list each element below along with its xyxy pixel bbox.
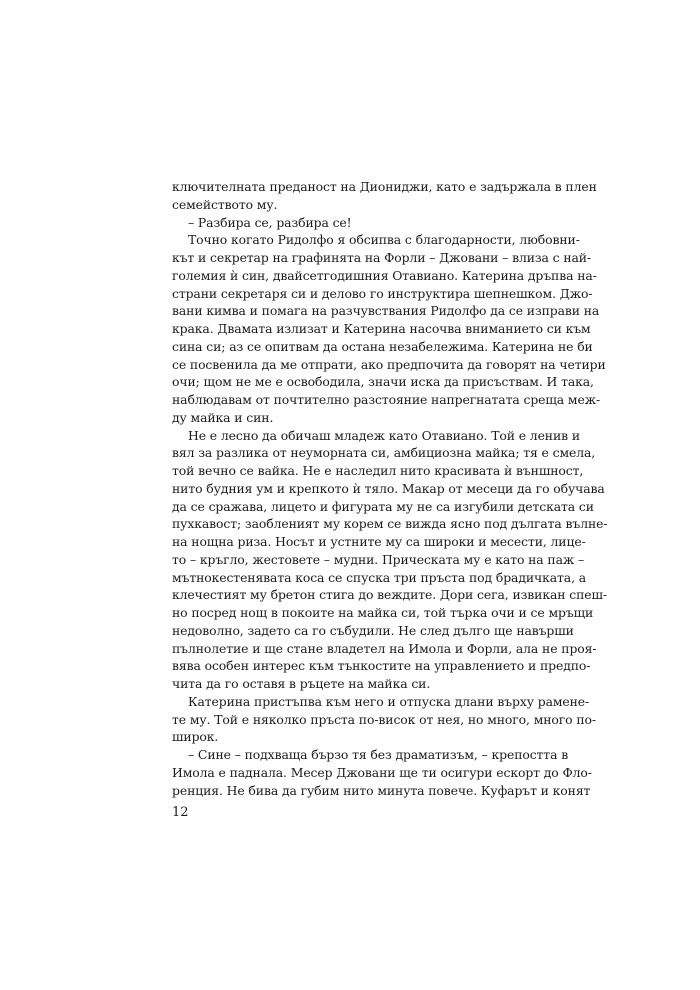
text-line: ключителната преданост на Диониджи, като е задържала в плен: [172, 179, 597, 194]
text-line: да се сражава, лицето и фигурата му не са изгубили детската си: [172, 498, 594, 514]
text-line: пухкавост; заобленият му корем се вижда ясно под дългата вълне-: [172, 516, 608, 532]
page-number: 12: [172, 805, 189, 820]
text-line: вява особен интерес към тънкостите на управлението и предпо-: [172, 658, 591, 674]
text-line: наблюдавам от почтително разстояние напрегнатата среща меж-: [172, 392, 601, 407]
text-line: нито будния ум и крепкото ѝ тяло. Макар от месеци да го обучава: [172, 480, 605, 496]
text-line: Не е лесно да обичаш младеж като Отавиано. Той е ленив и: [188, 427, 581, 443]
text-line: Катерина пристъпва към него и отпуска длани върху рамене-: [188, 693, 590, 709]
text-line: той вечно се вайка. Не е наследил нито красивата ѝ външност,: [172, 463, 584, 478]
text-line: вял за разлика от неуморната си, амбициозна майка; тя е смела,: [172, 445, 596, 461]
text-line: Точно когато Ридолфо я обсипва с благодарности, любовни-: [188, 232, 580, 248]
text-line: семейството му.: [172, 196, 278, 212]
text-line: пълнолетие и ще стане владетел на Имола и Форли, ала не проя-: [172, 640, 597, 656]
text-line: крака. Двамата излизат и Катерина насочва вниманието си към: [172, 321, 591, 336]
text-line: то – кръгло, жестовете – мудни. Прическата му е като на паж –: [172, 551, 585, 567]
text-line: на нощна риза. Носът и устните му са широки и месести, лице-: [172, 534, 586, 549]
text-line: големия ѝ син, двайсетгодишния Отавиано. Катерина дръпва на-: [172, 267, 597, 283]
body-text: [172, 178, 608, 799]
text-line: недоволно, задето са го събудили. Не след дълго ще навърши: [172, 622, 574, 638]
text-line: очи; щом не ме е освободила, значи иска да присъствам. И така,: [172, 374, 594, 390]
text-line: широк.: [172, 729, 219, 745]
text-line: кът и секретар на графинята на Форли – Джовани – влиза с най-: [172, 250, 592, 265]
text-line: но посред нощ в покоите на майка си, той търка очи и се мръщи: [172, 605, 594, 620]
text-line: вани кимва и помага на разчувствания Ридолфо да се изправи на: [172, 303, 600, 319]
text-line: – Сине – подхваща бързо тя без драматизъм, – крепостта в: [188, 747, 569, 762]
text-line: мътнокестенявата коса се спуска три пръста под брадичката, а: [172, 569, 587, 585]
text-line: страни секретаря си и делово го инструктира шепнешком. Джо-: [172, 285, 593, 301]
text-line: клечестият му бретон стига до веждите. Дори сега, извикан спеш-: [172, 587, 608, 603]
text-line: се посвенила да ме отпрати, ако предпочита да говорят на четири: [172, 356, 606, 372]
text-line: сина си; аз се опитвам да остана незабележима. Катерина не би: [172, 338, 593, 354]
text-line: те му. Той е няколко пръста по-висок от нея, но много, много по-: [172, 711, 596, 727]
text-line: Имола е паднала. Месер Джовани ще ти осигури ескорт до Фло-: [172, 764, 592, 780]
text-line: ду майка и син.: [172, 409, 274, 425]
text-line: чита да го оставя в ръцете на майка си.: [172, 676, 431, 691]
text-line: ренция. Не бива да губим нито минута повече. Куфарът и конят: [172, 782, 591, 798]
text-line: – Разбира се, разбира се!: [188, 214, 352, 230]
